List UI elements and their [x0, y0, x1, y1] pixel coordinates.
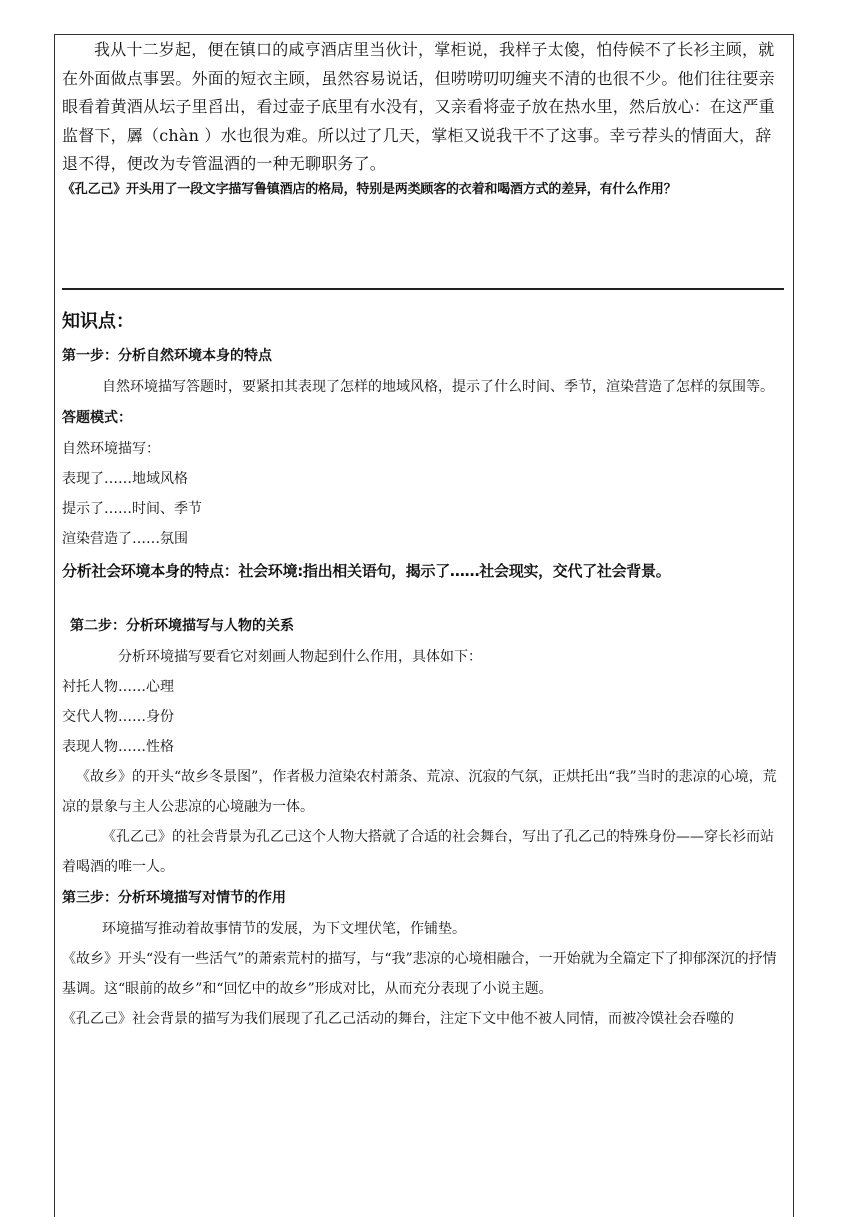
model-line: 表现了……地域风格 — [62, 471, 188, 487]
excerpt-section — [62, 36, 784, 201]
answer-model-title: 答题模式： — [62, 410, 132, 426]
excerpt-question: 《孔乙己》开头用了一段文字描写鲁镇酒店的格局，特别是两类顾客的衣着和喝酒方式的差异，有什么作用？ — [62, 181, 677, 197]
step2-example-guxiang: 《故乡》的开头“故乡冬景图”，作者极力渲染农村萧条、荒凉、沉寂的气氛，正烘托出“我”当时的悲凉的心境，荒凉的景象与主人公悲凉的心境融为一体。 — [62, 769, 777, 815]
excerpt-paragraph: 我从十二岁起，便在镇口的咸亨酒店里当伙计，掌柜说，我样子太傻，怕侍候不了长衫主顾，就在外面做点事罢。外面的短衣主顾，虽然容易说话，但唠唠叨叨缠夹不清的也很不少。他们往往要亲眼看着黄酒从坛子里舀出，看过壶子底里有水没有，又亲看将壶子放在热水里，然后放心：在这严重监督下，羼（chàn ）水也很为难。所以过了几天，掌柜又说我干不了这事。幸亏荐头的情面大，辞退不得，便改为专管温酒的一种无聊职务了。 — [62, 40, 775, 173]
model-line: 提示了……时间、季节 — [62, 501, 202, 517]
step2-line: 表现人物……性格 — [62, 739, 174, 755]
section-divider — [62, 288, 784, 290]
knowledge-heading: 知识点： — [62, 311, 134, 332]
step2-line: 交代人物……身份 — [62, 709, 174, 725]
step2-line: 衬托人物……心理 — [62, 679, 174, 695]
model-line: 渲染营造了……氛围 — [62, 531, 188, 547]
knowledge-section — [62, 304, 784, 1034]
spacer — [62, 588, 784, 610]
step3-title: 第三步：分析环境描写对情节的作用 — [62, 890, 286, 906]
step1-desc: 自然环境描写答题时，要紧扣其表现了怎样的地域风格，提示了什么时间、季节，渲染营造了怎样的氛围等。 — [102, 379, 774, 395]
step3-example-guxiang: 《故乡》开头“没有一些活气”的萧索荒村的描写，与“我”悲凉的心境相融合，一开始就为全篇定下了抑郁深沉的抒情基调。这“眼前的故乡”和“回忆中的故乡”形成对比，从而充分表现了小说主题。 — [62, 951, 777, 997]
step2-desc: 分析环境描写要看它对刻画人物起到什么作用，具体如下： — [118, 649, 482, 665]
step3-desc: 环境描写推动着故事情节的发展，为下文埋伏笔，作铺垫。 — [102, 921, 466, 937]
model-line: 自然环境描写： — [62, 441, 160, 457]
step2-example-kongyiji: 《孔乙己》的社会背景为孔乙己这个人物大搭就了合适的社会舞台，写出了孔乙己的特殊身份——穿长衫而站着喝酒的唯一人。 — [62, 829, 774, 875]
step2-title: 第二步：分析环境描写与人物的关系 — [70, 618, 294, 634]
social-environment-note: 分析社会环境本身的特点：社会环境:指出相关语句，揭示了……社会现实，交代了社会背景。 — [62, 562, 671, 580]
step1-title: 第一步：分析自然环境本身的特点 — [62, 348, 272, 364]
step3-example-kongyiji: 《孔乙己》社会背景的描写为我们展现了孔乙己活动的舞台，注定下文中他不被人同情，而被冷馍社会吞噬的 — [62, 1011, 734, 1027]
